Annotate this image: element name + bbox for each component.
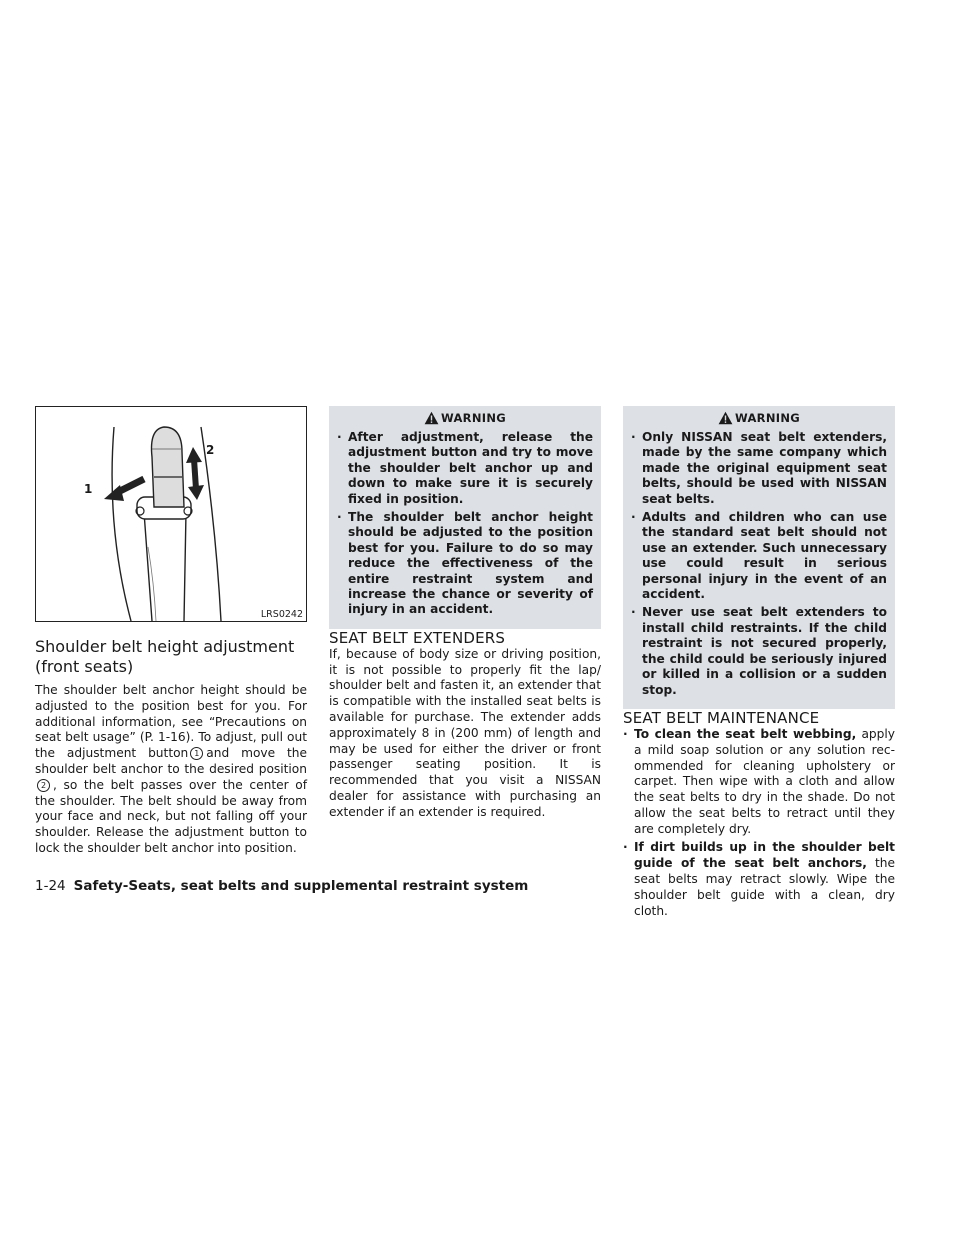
shoulder-adjust-text-b: and move the shoulder belt anchor to the desired position	[35, 746, 308, 776]
figure-callout-1: 1	[84, 482, 93, 496]
shoulder-belt-figure	[35, 406, 307, 622]
section-title-line1: Shoulder belt height adjustment	[35, 637, 295, 656]
warning-box-extenders	[623, 406, 895, 709]
warning-header	[337, 406, 593, 430]
section-title-extenders: SEAT BELT EXTENDERS	[329, 628, 506, 647]
maintenance-item-lead: If dirt builds up in the shoulder belt guide of the seat belt anchors,	[634, 840, 895, 871]
chapter-title: Safety-Seats, seat belts and supplemental restraint system	[73, 878, 529, 894]
warning-triangle-icon	[718, 411, 733, 425]
warning-item: · After adjustment, release the adjustment button and try to move the shoulder belt anchor up and down to make sure it is securely fixed in position.	[337, 430, 593, 507]
column-left	[35, 406, 307, 857]
column-right	[623, 406, 895, 922]
shoulder-adjust-text-a: The shoulder belt anchor height should be adjusted to the position best for you. For additional information, see “Precautions on seat belt usage” (P. 1-16). To adjust, pull out the adjustment button	[35, 683, 307, 761]
maintenance-item-text: the seat belts may retract slowly. Wipe the shoulder belt guide with a clean, dry cloth.	[634, 856, 895, 918]
maintenance-item-lead: To clean the seat belt webbing,	[634, 726, 857, 741]
figure-callout-2: 2	[206, 443, 215, 457]
warning-item: · The shoulder belt anchor height should be adjusted to the position best for you. Failure to do so may reduce the effectiveness of the entire restraint system and increase the chance or severity of injury in an accident.	[337, 510, 593, 618]
extenders-paragraph: If, because of body size or driving position, it is not possible to properly fit the lap/ shoulder belt and fasten it, an extender that is compatible with the installed seat belts is available for purchase. The extender adds approximately 8 in (200 mm) of length and may be used for either the driver or front passenger seating position. It is recommended that you visit a NISSAN dealer for assistance with purchasing an extender if an extender is required.	[329, 646, 601, 819]
shoulder-adjust-text-c: , so the belt passes over the center of the shoulder. The belt should be away from your face and neck, but not falling off your shoulder. Release the adjustment button to lock the shoulder belt anchor into position.	[35, 777, 307, 855]
maintenance-item	[623, 727, 895, 838]
warning-list	[337, 430, 593, 618]
warning-header	[631, 406, 887, 430]
warning-list	[631, 430, 887, 698]
maintenance-item-text: apply a mild soap solution or any solution recommended for cleaning upholstery or carpet. Then wipe with a cloth and allow the seat belts to dry in the shade. Do not allow the seat belts to retract until they are completely dry.	[634, 726, 895, 836]
figure-code: LRS0242	[260, 609, 303, 620]
callout-1-icon: 1	[190, 747, 203, 760]
warning-box-adjustment	[329, 406, 601, 629]
section-title-maintenance: SEAT BELT MAINTENANCE	[623, 708, 820, 727]
warning-label: WARNING	[735, 411, 800, 425]
section-title-shoulder-adjustment	[35, 637, 307, 677]
page-footer	[35, 878, 528, 894]
column-middle	[329, 406, 601, 821]
callout-2-icon: 2	[37, 779, 50, 792]
warning-item: · Adults and children who can use the standard seat belt should not use an extender. Such unnecessary use could result in serious personal injury in the event of an accident.	[631, 510, 887, 602]
page-number: 1-24	[35, 878, 66, 894]
warning-item: · Never use seat belt extenders to install child restraints. If the child restraint is not secured properly, the child could be seriously injured or killed in a collision or a sudden stop.	[631, 605, 887, 697]
section-title-line2: (front seats)	[35, 657, 134, 676]
maintenance-list	[623, 727, 895, 920]
maintenance-item	[623, 840, 895, 919]
shoulder-belt-illustration	[36, 407, 306, 621]
warning-triangle-icon	[424, 411, 439, 425]
warning-label: WARNING	[441, 411, 506, 425]
shoulder-adjust-paragraph	[35, 683, 307, 857]
warning-item: · Only NISSAN seat belt extenders, made by the same company which made the original equipment seat belts, should be used with NISSAN seat belts.	[631, 430, 887, 507]
